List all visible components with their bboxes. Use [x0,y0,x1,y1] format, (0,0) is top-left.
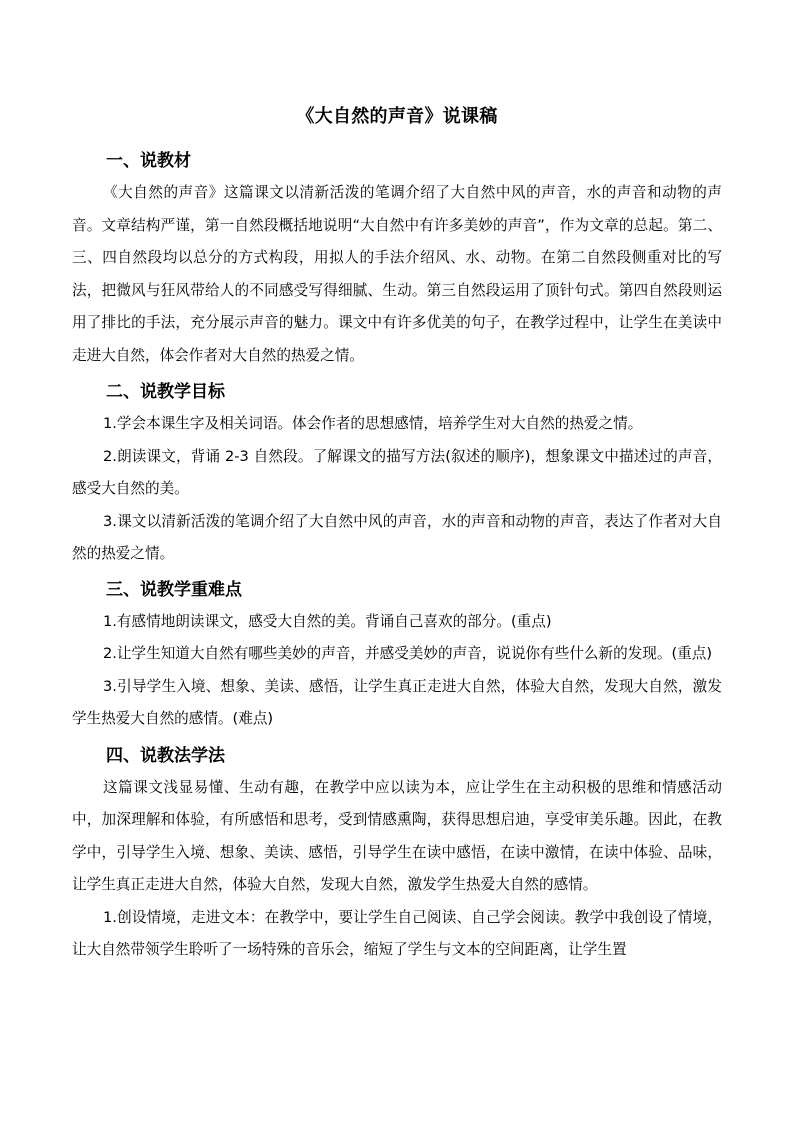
paragraph: 这篇课文浅显易懂、生动有趣，在教学中应以读为本，应让学生在主动积极的思维和情感活动中，加深理解和体验，有所感悟和思考，受到情感熏陶，获得思想启迪，享受审美乐趣。因此，在教学中，引导学生入境、想象、美读、感悟，引导学生在读中感悟，在读中激情，在读中体验、品味，让学生真正走进大自然，体验大自然，发现大自然，激发学生热爱大自然的感情。 [72,778,722,893]
paragraph: 3.课文以清新活泼的笔调介绍了大自然中风的声音，水的声音和动物的声音，表达了作者对大自然的热爱之情。 [72,512,722,562]
document-title: 《大自然的声音》说课稿 [296,106,498,127]
paragraph: 2.朗读课文，背诵 2-3 自然段。了解课文的描写方法(叙述的顺序)，想象课文中描述过的声音，感受大自然的美。 [72,447,722,497]
paragraph: 3.引导学生入境、想象、美读、感悟，让学生真正走进大自然，体验大自然，发现大自然，激发学生热爱大自然的感情。(难点) [72,677,722,727]
paragraph: 1.创设情境，走进文本：在教学中，要让学生自己阅读、自己学会阅读。教学中我创设了情境，让大自然带领学生聆听了一场特殊的音乐会，缩短了学生与文本的空间距离，让学生置 [72,908,722,958]
paragraph: 2.让学生知道大自然有哪些美妙的声音，并感受美妙的声音，说说你有些什么新的发现。(重点) [103,645,713,662]
paragraph: 1.学会本课生字及相关词语。体会作者的思想感情，培养学生对大自然的热爱之情。 [103,415,643,432]
paragraph: 《大自然的声音》这篇课文以清新活泼的笔调介绍了大自然中风的声音，水的声音和动物的声音。文章结构严谨，第一自然段概括地说明“大自然中有许多美妙的声音”，作为文章的总起。第二、三、四自然段均以总分的方式构段，用拟人的手法介绍风、水、动物。在第二自然段侧重对比的写法，把微风与狂风带给人的不同感受写得细腻、生动。第三自然段运用了顶针句式。第四自然段则运用了排比的手法，充分展示声音的魅力。课文中有许多优美的句子，在教学过程中，让学生在美读中走进大自然，体会作者对大自然的热爱之情。 [72,184,722,364]
document-body [72,146,722,967]
section-heading: 四、说教法学法 [106,745,225,766]
section-teaching-objectives [72,377,722,571]
paragraph: 1.有感情地朗读课文，感受大自然的美。背诵自己喜欢的部分。(重点) [103,612,552,630]
section-heading: 二、说教学目标 [106,382,225,402]
section-teaching-material [72,146,722,372]
section-heading: 一、说教材 [106,151,191,171]
section-heading: 三、说教学重难点 [106,579,242,600]
section-key-difficult-points [72,575,722,736]
section-teaching-learning-methods [72,741,722,967]
